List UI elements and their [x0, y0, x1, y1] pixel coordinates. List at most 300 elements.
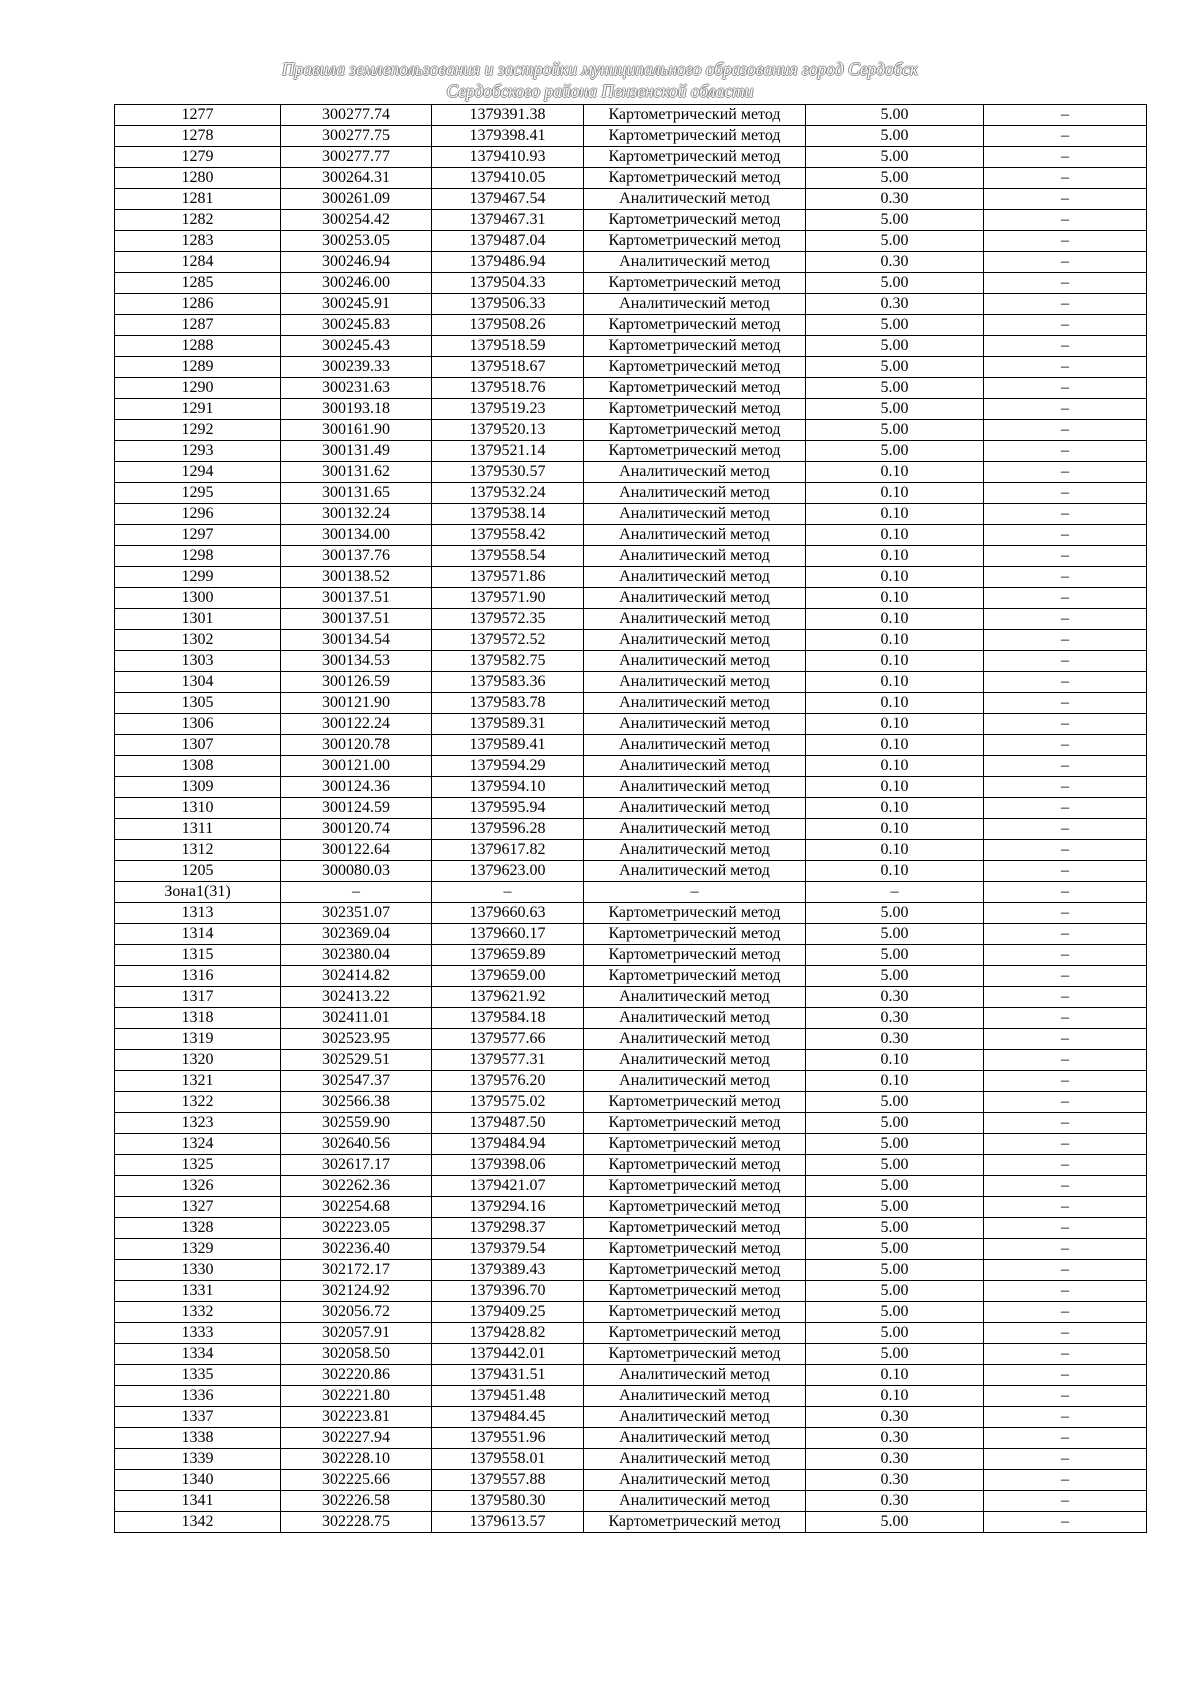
cell-accuracy: 5.00 [806, 1323, 984, 1344]
table-row [115, 1512, 1147, 1533]
cell-point-number: 1336 [115, 1386, 281, 1407]
cell-coordinate-x: 300137.76 [281, 546, 432, 567]
cell-point-number: 1304 [115, 672, 281, 693]
cell-accuracy: 5.00 [806, 903, 984, 924]
cell-point-number: 1292 [115, 420, 281, 441]
cell-accuracy: 0.10 [806, 735, 984, 756]
cell-determination-method: Аналитический метод [584, 1407, 806, 1428]
cell-note: – [984, 378, 1147, 399]
cell-accuracy: 5.00 [806, 441, 984, 462]
cell-determination-method: Картометрический метод [584, 903, 806, 924]
cell-note: – [984, 1365, 1147, 1386]
table-row [115, 798, 1147, 819]
cell-coordinate-x: 300137.51 [281, 609, 432, 630]
cell-coordinate-y: 1379518.67 [432, 357, 584, 378]
cell-coordinate-x: 300193.18 [281, 399, 432, 420]
cell-determination-method: Аналитический метод [584, 1428, 806, 1449]
cell-coordinate-x: 302236.40 [281, 1239, 432, 1260]
cell-note: – [984, 714, 1147, 735]
header-line-2: Сердобского района Пензенской области [446, 81, 754, 101]
table-row [115, 630, 1147, 651]
cell-coordinate-y: 1379582.75 [432, 651, 584, 672]
cell-coordinate-y: 1379398.41 [432, 126, 584, 147]
cell-determination-method: Аналитический метод [584, 1491, 806, 1512]
cell-accuracy: 5.00 [806, 1092, 984, 1113]
table-row [115, 147, 1147, 168]
cell-point-number: 1282 [115, 210, 281, 231]
cell-coordinate-y: 1379410.93 [432, 147, 584, 168]
cell-accuracy: 5.00 [806, 231, 984, 252]
cell-point-number: 1283 [115, 231, 281, 252]
cell-accuracy: 0.10 [806, 525, 984, 546]
cell-coordinate-y: 1379294.16 [432, 1197, 584, 1218]
cell-accuracy: 0.30 [806, 294, 984, 315]
cell-coordinate-y: 1379660.17 [432, 924, 584, 945]
cell-determination-method: Картометрический метод [584, 420, 806, 441]
cell-coordinate-y: 1379572.52 [432, 630, 584, 651]
cell-point-number: 1313 [115, 903, 281, 924]
cell-accuracy: 5.00 [806, 273, 984, 294]
cell-note: – [984, 504, 1147, 525]
cell-coordinate-x: 300246.94 [281, 252, 432, 273]
cell-determination-method: Аналитический метод [584, 609, 806, 630]
cell-note: – [984, 1050, 1147, 1071]
table-row [115, 735, 1147, 756]
cell-point-number: 1309 [115, 777, 281, 798]
cell-point-number: 1323 [115, 1113, 281, 1134]
cell-coordinate-x: 300231.63 [281, 378, 432, 399]
cell-coordinate-x: 300277.74 [281, 105, 432, 126]
cell-accuracy: 0.10 [806, 693, 984, 714]
table-row [115, 1029, 1147, 1050]
cell-point-number: 1340 [115, 1470, 281, 1491]
cell-coordinate-x: 302617.17 [281, 1155, 432, 1176]
cell-accuracy: 5.00 [806, 1302, 984, 1323]
cell-point-number: 1302 [115, 630, 281, 651]
table-row [115, 1470, 1147, 1491]
cell-coordinate-y: 1379442.01 [432, 1344, 584, 1365]
cell-coordinate-x: 302559.90 [281, 1113, 432, 1134]
cell-note: – [984, 1239, 1147, 1260]
cell-note: – [984, 1176, 1147, 1197]
cell-coordinate-y: 1379520.13 [432, 420, 584, 441]
cell-accuracy: 5.00 [806, 1260, 984, 1281]
cell-determination-method: Аналитический метод [584, 588, 806, 609]
cell-note: – [984, 483, 1147, 504]
cell-coordinate-x: 302414.82 [281, 966, 432, 987]
cell-accuracy: 5.00 [806, 168, 984, 189]
cell-coordinate-y: 1379538.14 [432, 504, 584, 525]
table-row [115, 1323, 1147, 1344]
cell-coordinate-y: 1379557.88 [432, 1470, 584, 1491]
cell-determination-method: Аналитический метод [584, 840, 806, 861]
cell-determination-method: Картометрический метод [584, 1512, 806, 1533]
cell-point-number: 1341 [115, 1491, 281, 1512]
cell-note: – [984, 1281, 1147, 1302]
table-row [115, 1344, 1147, 1365]
cell-coordinate-x: 300246.00 [281, 273, 432, 294]
cell-coordinate-y: 1379506.33 [432, 294, 584, 315]
cell-point-number: 1316 [115, 966, 281, 987]
cell-coordinate-x: 302221.80 [281, 1386, 432, 1407]
cell-coordinate-y: 1379451.48 [432, 1386, 584, 1407]
cell-note: – [984, 336, 1147, 357]
cell-determination-method: Картометрический метод [584, 924, 806, 945]
coordinates-table-body [115, 105, 1147, 1533]
cell-point-number: 1298 [115, 546, 281, 567]
cell-accuracy: 0.10 [806, 630, 984, 651]
cell-determination-method: Аналитический метод [584, 630, 806, 651]
cell-coordinate-y: 1379583.78 [432, 693, 584, 714]
cell-accuracy: 5.00 [806, 399, 984, 420]
cell-coordinate-x: 302566.38 [281, 1092, 432, 1113]
cell-accuracy: 0.10 [806, 1071, 984, 1092]
cell-coordinate-x: 300239.33 [281, 357, 432, 378]
cell-coordinate-y: 1379577.66 [432, 1029, 584, 1050]
cell-accuracy: 0.10 [806, 672, 984, 693]
table-row [115, 105, 1147, 126]
cell-accuracy: 5.00 [806, 336, 984, 357]
table-row [115, 1239, 1147, 1260]
cell-note: – [984, 168, 1147, 189]
cell-accuracy: 0.30 [806, 1470, 984, 1491]
cell-determination-method: Картометрический метод [584, 966, 806, 987]
cell-point-number: 1319 [115, 1029, 281, 1050]
cell-note: – [984, 126, 1147, 147]
cell-accuracy: 0.30 [806, 1428, 984, 1449]
cell-coordinate-x: 302351.07 [281, 903, 432, 924]
cell-coordinate-y: 1379421.07 [432, 1176, 584, 1197]
cell-accuracy: 5.00 [806, 210, 984, 231]
cell-note: – [984, 735, 1147, 756]
table-row [115, 525, 1147, 546]
table-row [115, 252, 1147, 273]
cell-note: – [984, 315, 1147, 336]
cell-note: – [984, 420, 1147, 441]
cell-accuracy: 5.00 [806, 924, 984, 945]
table-row [115, 1218, 1147, 1239]
cell-note: – [984, 1218, 1147, 1239]
cell-accuracy: 5.00 [806, 315, 984, 336]
cell-coordinate-y: 1379571.86 [432, 567, 584, 588]
cell-coordinate-x: 302227.94 [281, 1428, 432, 1449]
cell-determination-method: Картометрический метод [584, 315, 806, 336]
cell-note: – [984, 231, 1147, 252]
table-row [115, 399, 1147, 420]
cell-determination-method: Аналитический метод [584, 672, 806, 693]
cell-coordinate-x: 302223.81 [281, 1407, 432, 1428]
cell-determination-method: Аналитический метод [584, 483, 806, 504]
table-row [115, 1491, 1147, 1512]
cell-determination-method: Аналитический метод [584, 1071, 806, 1092]
cell-accuracy: 0.10 [806, 756, 984, 777]
table-row [115, 504, 1147, 525]
cell-accuracy: 0.10 [806, 504, 984, 525]
cell-accuracy: 5.00 [806, 1113, 984, 1134]
table-row [115, 1155, 1147, 1176]
cell-point-number: 1290 [115, 378, 281, 399]
cell-point-number: 1291 [115, 399, 281, 420]
table-row [115, 1008, 1147, 1029]
table-row [115, 189, 1147, 210]
cell-accuracy: 0.30 [806, 1407, 984, 1428]
cell-note: – [984, 1302, 1147, 1323]
cell-determination-method: Картометрический метод [584, 357, 806, 378]
table-row [115, 483, 1147, 504]
table-row [115, 168, 1147, 189]
cell-note: – [984, 1155, 1147, 1176]
cell-accuracy: 0.10 [806, 1050, 984, 1071]
cell-coordinate-y: 1379583.36 [432, 672, 584, 693]
cell-determination-method: Картометрический метод [584, 1239, 806, 1260]
cell-coordinate-x: 300261.09 [281, 189, 432, 210]
cell-note: – [984, 462, 1147, 483]
table-row [115, 126, 1147, 147]
cell-coordinate-x: 300126.59 [281, 672, 432, 693]
cell-note: – [984, 1197, 1147, 1218]
cell-coordinate-y: 1379558.01 [432, 1449, 584, 1470]
cell-coordinate-y: 1379594.29 [432, 756, 584, 777]
cell-coordinate-x: 300277.75 [281, 126, 432, 147]
cell-point-number: 1303 [115, 651, 281, 672]
cell-coordinate-x: 302523.95 [281, 1029, 432, 1050]
cell-note: – [984, 1344, 1147, 1365]
cell-coordinate-y: 1379575.02 [432, 1092, 584, 1113]
table-row [115, 567, 1147, 588]
cell-coordinate-x: 300245.43 [281, 336, 432, 357]
cell-accuracy: 5.00 [806, 105, 984, 126]
cell-determination-method: Картометрический метод [584, 147, 806, 168]
cell-coordinate-x: 300254.42 [281, 210, 432, 231]
table-row [115, 924, 1147, 945]
cell-coordinate-x: 300131.49 [281, 441, 432, 462]
cell-determination-method: Аналитический метод [584, 504, 806, 525]
cell-coordinate-x: 300138.52 [281, 567, 432, 588]
cell-point-number: 1335 [115, 1365, 281, 1386]
cell-accuracy: 0.10 [806, 1386, 984, 1407]
cell-coordinate-x: 302262.36 [281, 1176, 432, 1197]
cell-note: – [984, 189, 1147, 210]
cell-accuracy: 0.30 [806, 1449, 984, 1470]
cell-note: – [984, 1449, 1147, 1470]
cell-coordinate-y: 1379594.10 [432, 777, 584, 798]
cell-coordinate-y: 1379487.04 [432, 231, 584, 252]
cell-coordinate-x: 302226.58 [281, 1491, 432, 1512]
cell-accuracy: 5.00 [806, 420, 984, 441]
cell-coordinate-y: 1379580.30 [432, 1491, 584, 1512]
cell-coordinate-x: 300134.54 [281, 630, 432, 651]
cell-point-number: 1326 [115, 1176, 281, 1197]
cell-accuracy: 0.10 [806, 483, 984, 504]
cell-coordinate-x: 300120.78 [281, 735, 432, 756]
cell-point-number: 1205 [115, 861, 281, 882]
cell-coordinate-x: 300161.90 [281, 420, 432, 441]
cell-note: – [984, 273, 1147, 294]
cell-point-number: 1297 [115, 525, 281, 546]
cell-determination-method: Картометрический метод [584, 273, 806, 294]
cell-note: – [984, 1008, 1147, 1029]
cell-note: – [984, 252, 1147, 273]
cell-accuracy: 5.00 [806, 126, 984, 147]
cell-determination-method: Картометрический метод [584, 378, 806, 399]
cell-accuracy: 0.10 [806, 798, 984, 819]
cell-accuracy: 0.10 [806, 714, 984, 735]
cell-point-number: 1296 [115, 504, 281, 525]
cell-note: – [984, 987, 1147, 1008]
cell-note: – [984, 924, 1147, 945]
table-row [115, 378, 1147, 399]
table-row [115, 651, 1147, 672]
cell-coordinate-x: 300245.91 [281, 294, 432, 315]
cell-determination-method: Аналитический метод [584, 252, 806, 273]
cell-coordinate-x: 300124.36 [281, 777, 432, 798]
cell-note: – [984, 294, 1147, 315]
cell-accuracy: 0.30 [806, 189, 984, 210]
cell-coordinate-x: 302056.72 [281, 1302, 432, 1323]
cell-accuracy: 0.10 [806, 462, 984, 483]
cell-coordinate-x: 302547.37 [281, 1071, 432, 1092]
cell-coordinate-x: 300253.05 [281, 231, 432, 252]
cell-point-number: 1331 [115, 1281, 281, 1302]
cell-determination-method: Картометрический метод [584, 1344, 806, 1365]
table-row [115, 462, 1147, 483]
table-row [115, 315, 1147, 336]
cell-coordinate-y: 1379617.82 [432, 840, 584, 861]
cell-accuracy: 0.10 [806, 588, 984, 609]
cell-accuracy: 0.10 [806, 567, 984, 588]
cell-coordinate-x: 302223.05 [281, 1218, 432, 1239]
cell-note: – [984, 903, 1147, 924]
table-row [115, 273, 1147, 294]
cell-coordinate-y: 1379298.37 [432, 1218, 584, 1239]
cell-determination-method: Аналитический метод [584, 1050, 806, 1071]
cell-note: – [984, 630, 1147, 651]
cell-note: – [984, 840, 1147, 861]
cell-determination-method: Аналитический метод [584, 1365, 806, 1386]
cell-point-number: 1342 [115, 1512, 281, 1533]
cell-note: – [984, 1323, 1147, 1344]
cell-accuracy: 0.10 [806, 609, 984, 630]
cell-point-number: 1308 [115, 756, 281, 777]
cell-coordinate-y: 1379410.05 [432, 168, 584, 189]
table-row [115, 1428, 1147, 1449]
cell-accuracy: 5.00 [806, 378, 984, 399]
table-row [115, 1281, 1147, 1302]
cell-coordinate-x: 302057.91 [281, 1323, 432, 1344]
cell-coordinate-y: 1379613.57 [432, 1512, 584, 1533]
cell-determination-method: Картометрический метод [584, 231, 806, 252]
cell-note: – [984, 1092, 1147, 1113]
cell-point-number: 1300 [115, 588, 281, 609]
table-row [115, 945, 1147, 966]
table-row [115, 777, 1147, 798]
cell-point-number: 1321 [115, 1071, 281, 1092]
cell-note: – [984, 693, 1147, 714]
cell-coordinate-y: 1379532.24 [432, 483, 584, 504]
cell-point-number: 1315 [115, 945, 281, 966]
table-row [115, 882, 1147, 903]
cell-point-number: 1310 [115, 798, 281, 819]
table-row [115, 441, 1147, 462]
cell-coordinate-y: 1379596.28 [432, 819, 584, 840]
cell-point-number: 1299 [115, 567, 281, 588]
cell-coordinate-y: 1379398.06 [432, 1155, 584, 1176]
cell-note: – [984, 1260, 1147, 1281]
cell-note: – [984, 1470, 1147, 1491]
cell-coordinate-y: 1379396.70 [432, 1281, 584, 1302]
cell-point-number: 1337 [115, 1407, 281, 1428]
cell-point-number: 1324 [115, 1134, 281, 1155]
cell-point-number: Зона1(31) [115, 882, 281, 903]
cell-point-number: 1284 [115, 252, 281, 273]
cell-note: – [984, 945, 1147, 966]
cell-note: – [984, 1386, 1147, 1407]
cell-accuracy: 0.10 [806, 1365, 984, 1386]
cell-coordinate-x: 302369.04 [281, 924, 432, 945]
cell-note: – [984, 1512, 1147, 1533]
cell-coordinate-x: 300277.77 [281, 147, 432, 168]
cell-coordinate-y: 1379467.31 [432, 210, 584, 231]
cell-determination-method: Аналитический метод [584, 651, 806, 672]
cell-determination-method: Аналитический метод [584, 294, 806, 315]
cell-coordinate-x: – [281, 882, 432, 903]
cell-note: – [984, 1428, 1147, 1449]
cell-point-number: 1288 [115, 336, 281, 357]
cell-note: – [984, 1113, 1147, 1134]
cell-coordinate-y: 1379576.20 [432, 1071, 584, 1092]
table-row [115, 1176, 1147, 1197]
cell-coordinate-y: 1379577.31 [432, 1050, 584, 1071]
table-row [115, 294, 1147, 315]
cell-point-number: 1325 [115, 1155, 281, 1176]
cell-determination-method: Аналитический метод [584, 861, 806, 882]
table-row [115, 231, 1147, 252]
cell-accuracy: 5.00 [806, 945, 984, 966]
cell-point-number: 1311 [115, 819, 281, 840]
cell-note: – [984, 525, 1147, 546]
cell-coordinate-y: 1379486.94 [432, 252, 584, 273]
cell-determination-method: Аналитический метод [584, 567, 806, 588]
cell-coordinate-y: 1379558.54 [432, 546, 584, 567]
table-row [115, 840, 1147, 861]
table-row [115, 693, 1147, 714]
cell-coordinate-x: 300134.00 [281, 525, 432, 546]
cell-note: – [984, 609, 1147, 630]
cell-point-number: 1293 [115, 441, 281, 462]
cell-accuracy: 0.10 [806, 777, 984, 798]
cell-accuracy: 0.30 [806, 1008, 984, 1029]
cell-determination-method: – [584, 882, 806, 903]
cell-coordinate-y: 1379621.92 [432, 987, 584, 1008]
cell-coordinate-y: 1379484.94 [432, 1134, 584, 1155]
cell-point-number: 1289 [115, 357, 281, 378]
cell-note: – [984, 651, 1147, 672]
cell-determination-method: Картометрический метод [584, 336, 806, 357]
cell-coordinate-y: 1379530.57 [432, 462, 584, 483]
table-row [115, 546, 1147, 567]
cell-note: – [984, 798, 1147, 819]
cell-point-number: 1334 [115, 1344, 281, 1365]
cell-determination-method: Аналитический метод [584, 546, 806, 567]
cell-note: – [984, 105, 1147, 126]
cell-coordinate-x: 300121.90 [281, 693, 432, 714]
table-row [115, 588, 1147, 609]
cell-determination-method: Картометрический метод [584, 126, 806, 147]
cell-coordinate-y: 1379589.31 [432, 714, 584, 735]
table-row [115, 819, 1147, 840]
cell-coordinate-x: 300137.51 [281, 588, 432, 609]
cell-note: – [984, 567, 1147, 588]
